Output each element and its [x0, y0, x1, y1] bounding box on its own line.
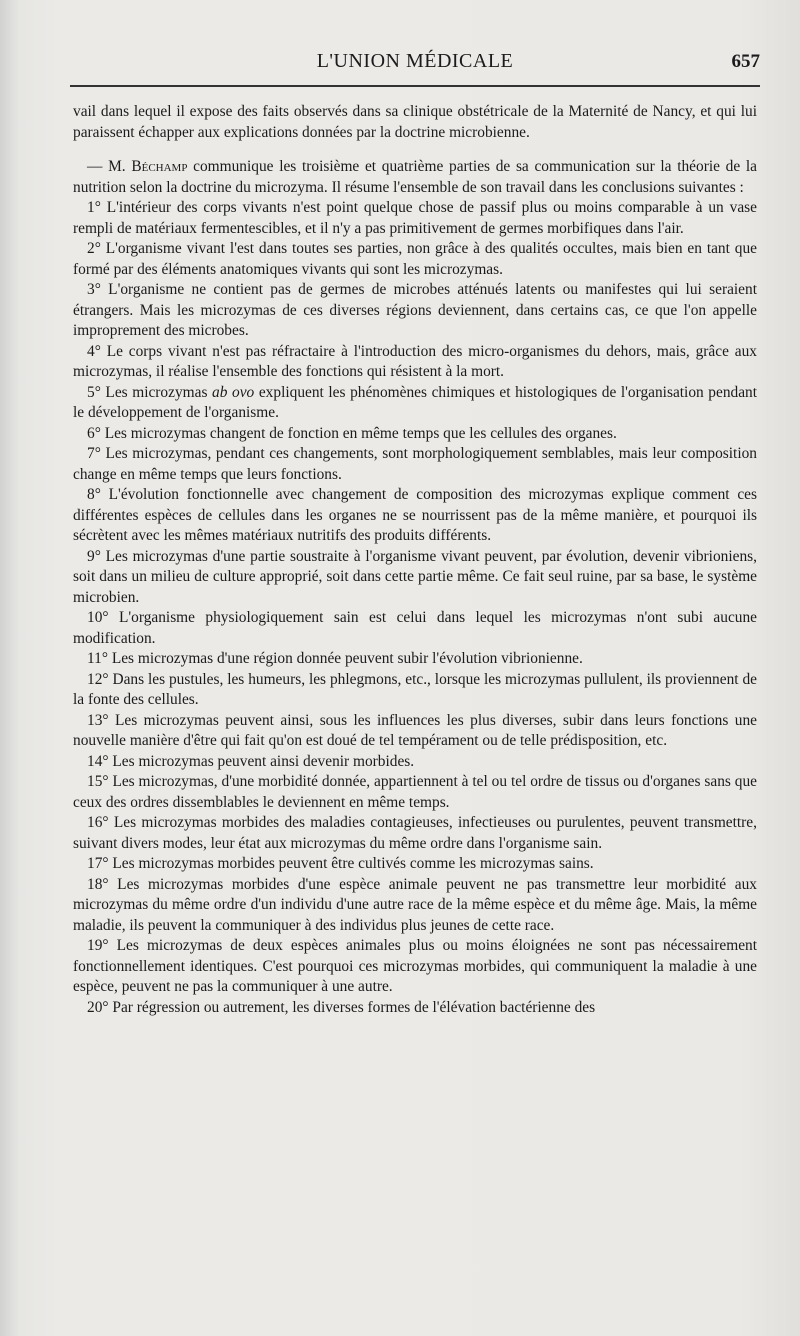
page-number: 657: [731, 51, 760, 72]
conclusion-5-italic: ab ovo: [212, 383, 255, 401]
running-head: [70, 50, 760, 78]
conclusion-4: 4° Le corps vivant n'est pas réfractaire à l'introduction des micro-organismes du dehors, mais, grâce aux microzymas, il réalise l'ensemble des fonctions qui résistent à la mort.: [73, 342, 757, 380]
conclusion-5: [73, 383, 757, 424]
conclusion-11: 11° Les microzymas d'une région donnée peuvent subir l'évolution vibrionienne.: [87, 650, 583, 667]
conclusion-7: 7° Les microzymas, pendant ces changements, sont morphologiquement semblables, mais leur composition change en même temps que leurs fonctions.: [73, 445, 757, 483]
conclusion-20: 20° Par régression ou autrement, les diverses formes de l'élévation bactérienne des: [87, 998, 596, 1016]
conclusion-14: 14° Les microzymas peuvent ainsi devenir morbides.: [87, 752, 415, 770]
intro-paragraph: vail dans lequel il expose des faits observés dans sa clinique obstétricale de la Maternité de Nancy, et qui lui paraissent échapper aux explications données par la doctrine microbienne.: [73, 103, 757, 141]
conclusion-5-prefix: 5° Les microzymas: [87, 383, 208, 401]
conclusion-12: 12° Dans les pustules, les humeurs, les phlegmons, etc., lorsque les microzymas pullulent, ils proviennent de la fonte des cellules.: [73, 670, 757, 708]
conclusion-19: 19° Les microzymas de deux espèces animales plus ou moins éloignées ne sont pas nécessairement fonctionnellement identiques. C'est pourquoi ces microzymas morbides, qui communiquent la maladie à une espèce, peuvent ne pas la communiquer à une autre.: [73, 937, 757, 995]
journal-title: L'UNION MÉDICALE: [316, 50, 514, 72]
conclusion-1: 1° L'intérieur des corps vivants n'est point quelque chose de passif plus ou moins comparable à un vase rempli de matériaux fermentescibles, et il n'y a pas primitivement de germes morbifiques dans l'air.: [73, 199, 757, 237]
conclusion-3: 3° L'organisme ne contient pas de germes de microbes atténués latents ou manifestes qui lui seraient étrangers. Mais les microzymas de ces diverses régions deviennent, dans certains cas, ce que l'on appelle improprement des microbes.: [73, 281, 757, 339]
conclusion-8: 8° L'évolution fonctionnelle avec changement de composition des microzymas explique comment ces différentes espèces de cellules dans les organes ne se nourrissent pas de la même manière, et pourquoi ils sécrètent avec les mêmes matériaux nutritifs des produits différents.: [73, 486, 757, 544]
conclusion-16: 16° Les microzymas morbides des maladies contagieuses, infectieuses ou purulentes, peuvent transmettre, suivant divers modes, leur état aux microzymas du même ordre dans l'organisme sain.: [73, 814, 757, 852]
communication-prefix: — M.: [87, 158, 126, 175]
communication-text: communique les troisième et quatrième parties de sa communication sur la théorie de la nutrition selon la doctrine du microzyma. Il résume l'ensemble de son travail dans les conclusions suivantes :: [73, 158, 757, 196]
conclusion-17: 17° Les microzymas morbides peuvent être cultivés comme les microzymas sains.: [87, 855, 594, 872]
communication-paragraph: [73, 157, 757, 198]
header-rule: [70, 85, 760, 87]
conclusion-6: 6° Les microzymas changent de fonction en même temps que les cellules des organes.: [87, 424, 617, 442]
conclusion-18: 18° Les microzymas morbides d'une espèce animale peuvent ne pas transmettre leur morbidité aux microzymas du même ordre d'un individu d'une autre race de la même espèce et du même âge. Mais, la même maladie, ils peuvent la communiquer à des individus plus jeunes de cette race.: [73, 875, 757, 934]
conclusion-10: 10° L'organisme physiologiquement sain est celui dans lequel les microzymas n'ont subi aucune modification.: [73, 609, 757, 647]
conclusion-15: 15° Les microzymas, d'une morbidité donnée, appartiennent à tel ou tel ordre de tissus ou d'organes sans que ceux des ordres dissemblables le deviennent en même temps.: [73, 773, 757, 811]
author-name: Béchamp: [131, 158, 188, 175]
conclusion-13: 13° Les microzymas peuvent ainsi, sous les influences les plus diverses, subir dans leurs fonctions une nouvelle manière d'être qui fait qu'on est doué de tel tempérament ou de telle prédisposition, etc.: [73, 711, 757, 749]
conclusion-9: 9° Les microzymas d'une partie soustraite à l'organisme vivant peuvent, par évolution, devenir vibrioniens, soit dans un milieu de culture approprié, soit dans cette partie même. Ce fait seul ruine, par sa base, le système microbien.: [73, 547, 757, 606]
body-text: [73, 102, 757, 1018]
conclusion-5-suffix: expliquent les phénomènes chimiques et histologiques de l'organisation pendant le développement de l'organisme.: [73, 383, 758, 421]
conclusion-2: 2° L'organisme vivant l'est dans toutes ses parties, non grâce à des qualités occultes, mais bien en tant que formé par des éléments anatomiques vivants qui sont les microzymas.: [73, 240, 757, 278]
